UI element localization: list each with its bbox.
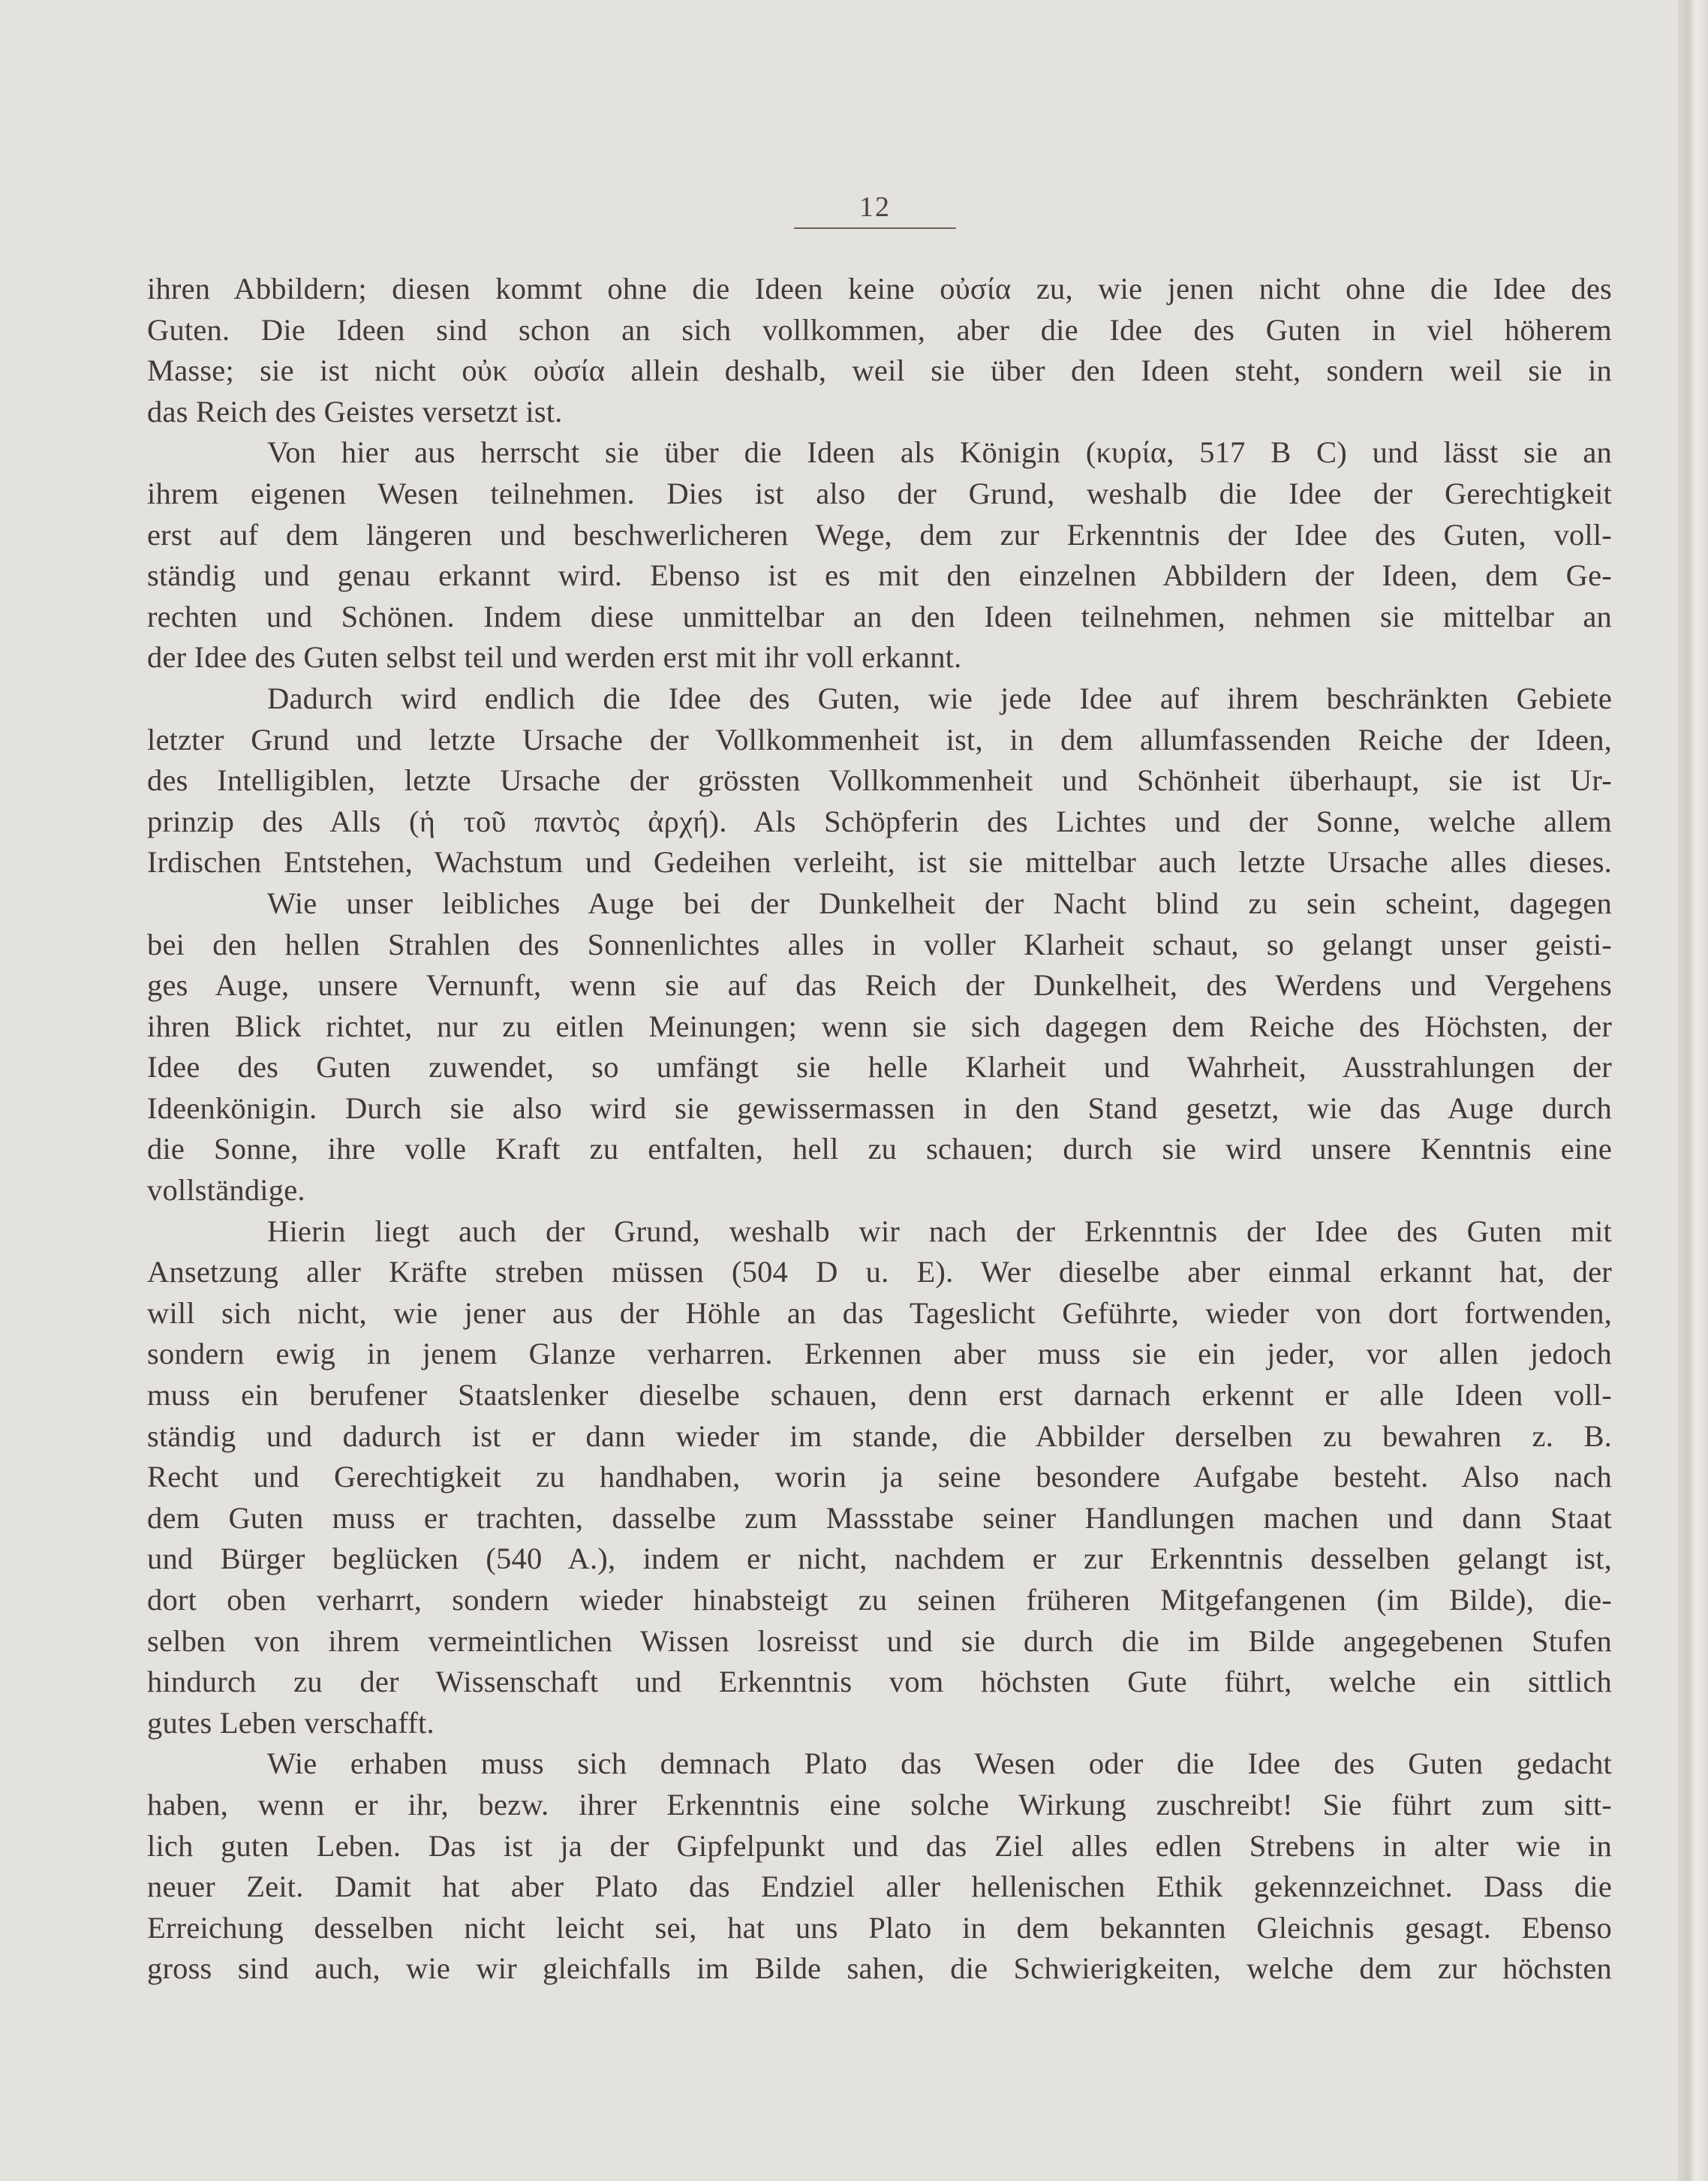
text-line: haben, wenn er ihr, bezw. ihrer Erkenntnis eine solche Wirkung zuschreibt! Sie führt zum sitt-	[147, 1787, 1612, 1822]
text-line: prinzip des Alls (ἡ τοῦ παντὸς ἀρχή). Als Schöpferin des Lichtes und der Sonne, welche allem	[147, 804, 1612, 838]
page-number-rule	[794, 227, 956, 229]
text-line: ges Auge, unsere Vernunft, wenn sie auf das Reich der Dunkelheit, des Werdens und Vergehens	[147, 968, 1612, 1003]
text-line: des Intelligiblen, letzte Ursache der grössten Vollkommenheit und Schönheit überhaupt, sie ist Ur-	[147, 763, 1612, 798]
text-line: Ideenkönigin. Durch sie also wird sie gewissermassen in den Stand gesetzt, wie das Auge durch	[147, 1090, 1612, 1125]
text-line: ihren Blick richtet, nur zu eitlen Meinungen; wenn sie sich dagegen dem Reiche des Höchsten, der	[147, 1009, 1612, 1043]
text-line: Wie unser leibliches Auge bei der Dunkelheit der Nacht blind zu sein scheint, dagegen	[267, 886, 1612, 920]
text-line: selben von ihrem vermeintlichen Wissen losreisst und sie durch die im Bilde angegebenen Stufen	[147, 1623, 1612, 1658]
text-line: Recht und Gerechtigkeit zu handhaben, worin ja seine besondere Aufgabe besteht. Also nach	[147, 1460, 1612, 1494]
text-line: will sich nicht, wie jener aus der Höhle an das Tageslicht Geführte, wieder von dort fortwenden,	[147, 1295, 1612, 1330]
text-line: ihren Abbildern; diesen kommt ohne die Ideen keine οὐσία zu, wie jenen nicht ohne die Idee des	[147, 272, 1612, 305]
text-line: muss ein berufener Staatslenker dieselbe schauen, denn erst darnach erkennt er alle Ideen voll-	[147, 1378, 1612, 1412]
page-number: 12	[859, 191, 891, 223]
text-line: Von hier aus herrscht sie über die Ideen als Königin (κυρία, 517 B C) und lässt sie an	[267, 435, 1612, 470]
text-line: Masse; sie ist nicht οὐκ οὐσία allein deshalb, weil sie über den Ideen steht, sondern weil sie in	[147, 353, 1612, 388]
text-line: lich guten Leben. Das ist ja der Gipfelpunkt und das Ziel alles edlen Strebens in alter wie in	[147, 1828, 1612, 1863]
text-line: bei den hellen Strahlen des Sonnenlichtes alles in voller Klarheit schaut, so gelangt unser geisti-	[147, 927, 1612, 961]
text-line: Idee des Guten zuwendet, so umfängt sie helle Klarheit und Wahrheit, Ausstrahlungen der	[147, 1050, 1612, 1084]
text-line: ständig und genau erkannt wird. Ebenso ist es mit den einzelnen Abbildern der Ideen, dem Ge-	[147, 558, 1612, 593]
text-line: das Reich des Geistes versetzt ist.	[147, 394, 563, 429]
text-line: die Sonne, ihre volle Kraft zu entfalten, hell zu schauen; durch sie wird unsere Kenntnis eine	[147, 1132, 1612, 1166]
text-line: hindurch zu der Wissenschaft und Erkenntnis vom höchsten Gute führt, welche ein sittlich	[147, 1665, 1612, 1699]
page-edge	[1678, 0, 1708, 2181]
text-line: gross sind auch, wie wir gleichfalls im Bilde sahen, die Schwierigkeiten, welche dem zur höchsten	[147, 1951, 1612, 1986]
text-line: neuer Zeit. Damit hat aber Plato das Endziel aller hellenischen Ethik gekennzeichnet. Dass die	[147, 1870, 1612, 1904]
text-line: dort oben verharrt, sondern wieder hinabsteigt zu seinen früheren Mitgefangenen (im Bilde), die-	[147, 1583, 1612, 1617]
text-line: sondern ewig in jenem Glanze verharren. Erkennen aber muss sie ein jeder, vor allen jedoch	[147, 1337, 1612, 1371]
text-line: der Idee des Guten selbst teil und werden erst mit ihr voll erkannt.	[147, 640, 962, 675]
text-line: Wie erhaben muss sich demnach Plato das Wesen oder die Idee des Guten gedacht	[267, 1746, 1612, 1781]
text-line: ihrem eigenen Wesen teilnehmen. Dies ist also der Grund, weshalb die Idee der Gerechtigkeit	[147, 476, 1612, 510]
text-line: Guten. Die Ideen sind schon an sich vollkommen, aber die Idee des Guten in viel höherem	[147, 312, 1612, 347]
text-line: dem Guten muss er trachten, dasselbe zum Massstabe seiner Handlungen machen und dann Staat	[147, 1500, 1612, 1535]
text-line: und Bürger beglücken (540 A.), indem er nicht, nachdem er zur Erkenntnis desselben gelangt ist,	[147, 1542, 1612, 1576]
text-line: vollständige.	[147, 1173, 305, 1208]
text-line: gutes Leben verschafft.	[147, 1705, 435, 1740]
text-line: Irdischen Entstehen, Wachstum und Gedeihen verleiht, ist sie mittelbar auch letzte Ursache alles dieses.	[147, 845, 1612, 880]
text-line: Hierin liegt auch der Grund, weshalb wir nach der Erkenntnis der Idee des Guten mit	[267, 1214, 1612, 1248]
text-line: Erreichung desselben nicht leicht sei, hat uns Plato in dem bekannten Gleichnis gesagt. Ebenso	[147, 1910, 1612, 1945]
text-line: Dadurch wird endlich die Idee des Guten, wie jede Idee auf ihrem beschränkten Gebiete	[267, 681, 1612, 715]
text-line: ständig und dadurch ist er dann wieder im stande, die Abbilder derselben zu bewahren z. B.	[147, 1418, 1612, 1453]
text-line: Ansetzung aller Kräfte streben müssen (504 D u. E). Wer dieselbe aber einmal erkannt hat, der	[147, 1255, 1612, 1289]
text-line: erst auf dem längeren und beschwerlicheren Wege, dem zur Erkenntnis der Idee des Guten, voll-	[147, 517, 1612, 552]
text-line: letzter Grund und letzte Ursache der Vollkommenheit ist, in dem allumfassenden Reiche der Ideen,	[147, 722, 1612, 757]
text-line: rechten und Schönen. Indem diese unmittelbar an den Ideen teilnehmen, nehmen sie mittelbar an	[147, 599, 1612, 633]
body-text	[147, 269, 1612, 1990]
